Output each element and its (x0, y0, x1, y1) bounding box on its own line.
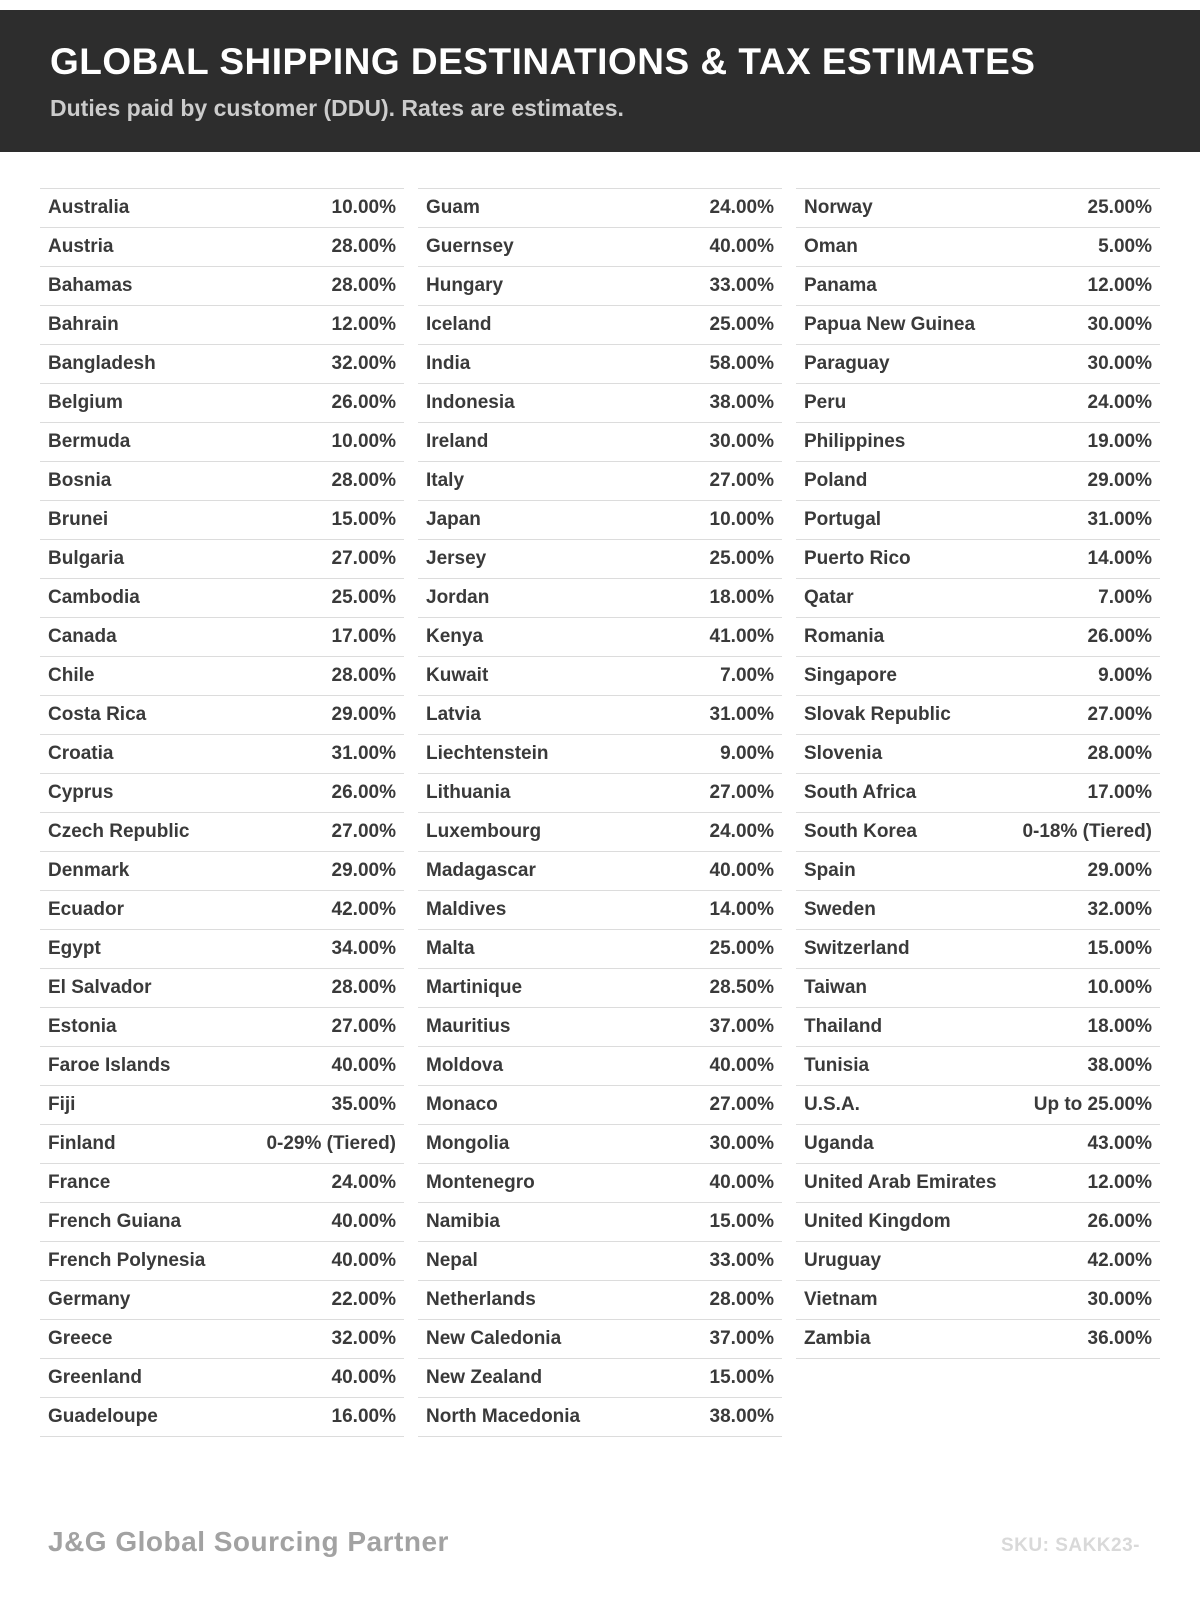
tax-rate: 38.00% (709, 1405, 774, 1427)
country-name: Martinique (426, 976, 523, 998)
country-name: Belgium (48, 391, 123, 413)
tax-rate: 0-29% (Tiered) (266, 1132, 396, 1154)
country-name: Zambia (804, 1327, 871, 1349)
table-row (40, 1242, 404, 1281)
table-row (40, 1320, 404, 1359)
table-row (796, 969, 1160, 1008)
tax-rate: 29.00% (1087, 469, 1152, 491)
tax-rate: 15.00% (1087, 937, 1152, 959)
country-name: Ecuador (48, 898, 125, 920)
tax-rate: 12.00% (331, 313, 396, 335)
tax-rate: 43.00% (1087, 1132, 1152, 1154)
page-subtitle: Duties paid by customer (DDU). Rates are estimates. (50, 94, 624, 121)
table-row (796, 618, 1160, 657)
table-row (418, 1203, 782, 1242)
tax-rate: 37.00% (709, 1015, 774, 1037)
tax-rate: 10.00% (331, 430, 396, 452)
table-row (418, 813, 782, 852)
table-row (796, 1125, 1160, 1164)
tax-rate: 28.00% (331, 976, 396, 998)
country-name: Montenegro (426, 1171, 535, 1193)
table-row (796, 423, 1160, 462)
table-row (418, 540, 782, 579)
table-row (418, 423, 782, 462)
country-name: South Korea (804, 820, 917, 842)
tax-rate: 38.00% (1087, 1054, 1152, 1076)
table-row (796, 189, 1160, 228)
country-name: Faroe Islands (48, 1054, 171, 1076)
country-name: Cambodia (48, 586, 140, 608)
table-row (40, 345, 404, 384)
country-name: Bangladesh (48, 352, 156, 374)
table-row (40, 1359, 404, 1398)
country-name: Namibia (426, 1210, 500, 1232)
country-name: Papua New Guinea (804, 313, 976, 335)
table-row (796, 1047, 1160, 1086)
tax-rate: 40.00% (709, 235, 774, 257)
table-row (796, 1281, 1160, 1320)
table-row (40, 306, 404, 345)
tax-rate: 9.00% (1098, 664, 1152, 686)
table-row (40, 1164, 404, 1203)
table-row (796, 1086, 1160, 1125)
tax-rate: 26.00% (331, 781, 396, 803)
table-row (40, 189, 404, 228)
country-name: Puerto Rico (804, 547, 911, 569)
table-row (40, 774, 404, 813)
country-name: Uganda (804, 1132, 874, 1154)
country-name: Guadeloupe (48, 1405, 158, 1427)
tax-rate: 32.00% (331, 352, 396, 374)
table-row (418, 306, 782, 345)
table-row (796, 345, 1160, 384)
country-name: Ireland (426, 430, 489, 452)
tax-rate: 10.00% (331, 196, 396, 218)
tax-rate: 18.00% (709, 586, 774, 608)
country-name: Singapore (804, 664, 897, 686)
tax-rate: 25.00% (331, 586, 396, 608)
country-name: Hungary (426, 274, 504, 296)
table-row (40, 423, 404, 462)
table-row (418, 1398, 782, 1437)
table-row (40, 1047, 404, 1086)
tax-rate: 29.00% (331, 703, 396, 725)
tax-rate: 27.00% (1087, 703, 1152, 725)
tax-rate: 28.00% (331, 469, 396, 491)
table-row (418, 657, 782, 696)
table-row (418, 1281, 782, 1320)
table-row (40, 930, 404, 969)
country-name: Czech Republic (48, 820, 190, 842)
tax-rate: Up to 25.00% (1033, 1093, 1152, 1115)
table-row (796, 774, 1160, 813)
table-row (418, 384, 782, 423)
page-title: GLOBAL SHIPPING DESTINATIONS & TAX ESTIMATES (50, 41, 1036, 82)
country-name: France (48, 1171, 111, 1193)
tax-rate: 12.00% (1087, 274, 1152, 296)
country-name: Paraguay (804, 352, 890, 374)
table-row (40, 696, 404, 735)
table-row (418, 696, 782, 735)
tax-rate: 27.00% (709, 1093, 774, 1115)
country-name: United Arab Emirates (804, 1171, 997, 1193)
country-name: Philippines (804, 430, 906, 452)
table-row (418, 735, 782, 774)
table-row (40, 579, 404, 618)
country-name: Liechtenstein (426, 742, 549, 764)
table-row (40, 891, 404, 930)
country-name: Bahamas (48, 274, 133, 296)
tax-rate: 12.00% (1087, 1171, 1152, 1193)
country-name: Mauritius (426, 1015, 511, 1037)
table-row (418, 1320, 782, 1359)
country-name: Jordan (426, 586, 490, 608)
tax-rate: 7.00% (720, 664, 774, 686)
country-name: Kuwait (426, 664, 489, 686)
table-row (40, 969, 404, 1008)
table-row (796, 735, 1160, 774)
country-name: Bermuda (48, 430, 131, 452)
tax-rate: 40.00% (709, 1054, 774, 1076)
tax-rate: 30.00% (1087, 352, 1152, 374)
table-row (418, 345, 782, 384)
tax-rate: 18.00% (1087, 1015, 1152, 1037)
tax-rate: 33.00% (709, 1249, 774, 1271)
tax-rate: 41.00% (709, 625, 774, 647)
country-name: Jersey (426, 547, 487, 569)
tax-rate: 14.00% (709, 898, 774, 920)
tax-rate: 26.00% (1087, 625, 1152, 647)
tax-rate: 9.00% (720, 742, 774, 764)
tax-rate: 27.00% (709, 781, 774, 803)
table-row (418, 930, 782, 969)
country-name: Thailand (804, 1015, 883, 1037)
tax-rate: 30.00% (709, 430, 774, 452)
table-row (40, 228, 404, 267)
tax-rate: 24.00% (1087, 391, 1152, 413)
table-row (796, 540, 1160, 579)
country-name: Spain (804, 859, 856, 881)
country-name: Tunisia (804, 1054, 870, 1076)
country-name: Italy (426, 469, 465, 491)
country-name: Peru (804, 391, 847, 413)
table-row (40, 384, 404, 423)
table-row (796, 579, 1160, 618)
table-row (418, 1047, 782, 1086)
country-name: French Polynesia (48, 1249, 206, 1271)
page-header (0, 10, 1200, 152)
table-row (796, 1203, 1160, 1242)
table-row (796, 657, 1160, 696)
country-name: Germany (48, 1288, 131, 1310)
country-name: Madagascar (426, 859, 536, 881)
country-name: Panama (804, 274, 877, 296)
country-name: Austria (48, 235, 114, 257)
country-name: Bosnia (48, 469, 112, 491)
table-row (418, 579, 782, 618)
table-row (40, 1398, 404, 1437)
table-row (796, 813, 1160, 852)
tax-rate: 32.00% (331, 1327, 396, 1349)
table-row (40, 1281, 404, 1320)
country-name: Qatar (804, 586, 854, 608)
tax-rate: 25.00% (709, 313, 774, 335)
tax-rate: 27.00% (331, 820, 396, 842)
country-name: Cyprus (48, 781, 114, 803)
country-name: Mongolia (426, 1132, 510, 1154)
table-row (796, 891, 1160, 930)
country-name: Lithuania (426, 781, 511, 803)
table-row (40, 852, 404, 891)
country-name: New Zealand (426, 1366, 543, 1388)
country-name: Denmark (48, 859, 130, 881)
country-name: Poland (804, 469, 868, 491)
country-name: Chile (48, 664, 95, 686)
tax-rate: 28.00% (331, 235, 396, 257)
tax-rate: 7.00% (1098, 586, 1152, 608)
country-name: Uruguay (804, 1249, 882, 1271)
tax-rate: 40.00% (331, 1249, 396, 1271)
tax-rate: 58.00% (709, 352, 774, 374)
table-row (40, 540, 404, 579)
table-row (40, 1125, 404, 1164)
tax-rate: 30.00% (1087, 313, 1152, 335)
tax-rate: 42.00% (1087, 1249, 1152, 1271)
tax-rate: 27.00% (331, 1015, 396, 1037)
table-row (418, 189, 782, 228)
table-row (796, 306, 1160, 345)
table-row (40, 1203, 404, 1242)
country-name: Romania (804, 625, 885, 647)
table-row (40, 618, 404, 657)
table-row (796, 1242, 1160, 1281)
country-name: Costa Rica (48, 703, 147, 725)
tax-rate: 17.00% (331, 625, 396, 647)
country-name: Vietnam (804, 1288, 878, 1310)
page-footer (0, 1526, 1200, 1600)
country-name: Finland (48, 1132, 116, 1154)
country-name: Japan (426, 508, 481, 530)
country-name: Latvia (426, 703, 481, 725)
table-row (796, 930, 1160, 969)
tax-rate: 40.00% (331, 1366, 396, 1388)
country-name: South Africa (804, 781, 917, 803)
country-name: Bahrain (48, 313, 119, 335)
table-row (418, 501, 782, 540)
table-row (796, 462, 1160, 501)
tax-rate: 30.00% (709, 1132, 774, 1154)
country-name: Guernsey (426, 235, 514, 257)
country-name: United Kingdom (804, 1210, 951, 1232)
tax-rate: 24.00% (709, 196, 774, 218)
table-row (796, 501, 1160, 540)
tax-rate: 10.00% (709, 508, 774, 530)
tax-rate: 40.00% (331, 1054, 396, 1076)
country-name: Canada (48, 625, 117, 647)
tax-rate: 14.00% (1087, 547, 1152, 569)
country-name: Oman (804, 235, 858, 257)
tax-rate: 10.00% (1087, 976, 1152, 998)
tax-rate: 37.00% (709, 1327, 774, 1349)
table-row (418, 1086, 782, 1125)
country-name: Malta (426, 937, 475, 959)
table-row (418, 618, 782, 657)
tax-rate: 40.00% (709, 1171, 774, 1193)
country-name: Luxembourg (426, 820, 542, 842)
tax-rate: 32.00% (1087, 898, 1152, 920)
table-row (418, 774, 782, 813)
country-name: Sweden (804, 898, 876, 920)
country-name: Croatia (48, 742, 114, 764)
tax-rate: 42.00% (331, 898, 396, 920)
table-row (40, 1008, 404, 1047)
rate-column-1 (40, 188, 404, 1437)
sku-text: SKU: SAKK23- (1000, 1535, 1140, 1556)
tax-rate: 35.00% (331, 1093, 396, 1115)
table-row (796, 852, 1160, 891)
tax-rate: 22.00% (331, 1288, 396, 1310)
tax-rate: 25.00% (1087, 196, 1152, 218)
country-name: Indonesia (426, 391, 515, 413)
table-row (796, 1008, 1160, 1047)
country-name: India (426, 352, 471, 374)
table-row (418, 462, 782, 501)
tax-rate: 24.00% (331, 1171, 396, 1193)
tax-rate: 27.00% (709, 469, 774, 491)
tax-rate: 15.00% (709, 1366, 774, 1388)
country-name: North Macedonia (426, 1405, 581, 1427)
tax-rate: 25.00% (709, 547, 774, 569)
country-name: Slovenia (804, 742, 883, 764)
table-row (418, 969, 782, 1008)
tax-rate: 26.00% (331, 391, 396, 413)
country-name: Slovak Republic (804, 703, 951, 725)
table-row (418, 267, 782, 306)
tax-rate: 25.00% (709, 937, 774, 959)
table-row (40, 1086, 404, 1125)
table-row (796, 1164, 1160, 1203)
country-name: Iceland (426, 313, 492, 335)
country-name: Norway (804, 196, 873, 218)
tax-rate: 29.00% (331, 859, 396, 881)
table-row (418, 1359, 782, 1398)
tax-rate: 24.00% (709, 820, 774, 842)
country-name: French Guiana (48, 1210, 182, 1232)
tax-rate: 28.00% (331, 274, 396, 296)
tax-rate: 40.00% (709, 859, 774, 881)
country-name: Greenland (48, 1366, 142, 1388)
country-name: Kenya (426, 625, 484, 647)
table-row (418, 228, 782, 267)
tax-rate: 28.50% (709, 976, 774, 998)
tax-rate: 34.00% (331, 937, 396, 959)
table-row (40, 813, 404, 852)
country-name: Moldova (426, 1054, 504, 1076)
tax-rate: 36.00% (1087, 1327, 1152, 1349)
tax-rate: 31.00% (709, 703, 774, 725)
table-row (418, 1164, 782, 1203)
table-row (796, 696, 1160, 735)
table-row (418, 1242, 782, 1281)
table-row (40, 462, 404, 501)
country-name: U.S.A. (804, 1093, 860, 1115)
country-name: Monaco (426, 1093, 498, 1115)
table-row (796, 267, 1160, 306)
tax-rate: 40.00% (331, 1210, 396, 1232)
table-row (796, 228, 1160, 267)
table-row (796, 384, 1160, 423)
tax-rate: 28.00% (331, 664, 396, 686)
brand-text: J&G Global Sourcing Partner (48, 1526, 449, 1557)
tax-rate: 27.00% (331, 547, 396, 569)
tax-rate: 30.00% (1087, 1288, 1152, 1310)
table-row (418, 1125, 782, 1164)
country-name: Estonia (48, 1015, 117, 1037)
tax-rate: 0-18% (Tiered) (1022, 820, 1152, 842)
country-name: Portugal (804, 508, 882, 530)
tax-rate: 19.00% (1087, 430, 1152, 452)
table-row (40, 657, 404, 696)
country-name: Australia (48, 196, 130, 218)
tax-rate: 29.00% (1087, 859, 1152, 881)
country-name: El Salvador (48, 976, 152, 998)
country-name: Maldives (426, 898, 507, 920)
country-name: Greece (48, 1327, 113, 1349)
tax-rate-table (0, 188, 1200, 1437)
tax-rate: 5.00% (1098, 235, 1152, 257)
tax-rate: 28.00% (709, 1288, 774, 1310)
country-name: Brunei (48, 508, 109, 530)
country-name: Bulgaria (48, 547, 125, 569)
country-name: Egypt (48, 937, 101, 959)
table-row (40, 267, 404, 306)
country-name: Guam (426, 196, 480, 218)
country-name: Switzerland (804, 937, 910, 959)
rate-column-2 (418, 188, 782, 1437)
tax-rate: 28.00% (1087, 742, 1152, 764)
table-row (418, 852, 782, 891)
rate-column-3 (796, 188, 1160, 1359)
tax-rate: 26.00% (1087, 1210, 1152, 1232)
tax-rate: 15.00% (331, 508, 396, 530)
country-name: New Caledonia (426, 1327, 562, 1349)
table-row (40, 735, 404, 774)
tax-rate: 38.00% (709, 391, 774, 413)
tax-rate: 31.00% (1087, 508, 1152, 530)
table-row (40, 501, 404, 540)
table-row (796, 1320, 1160, 1359)
table-row (418, 1008, 782, 1047)
tax-rate: 17.00% (1087, 781, 1152, 803)
country-name: Nepal (426, 1249, 478, 1271)
country-name: Taiwan (804, 976, 867, 998)
tax-rate: 31.00% (331, 742, 396, 764)
tax-rate: 15.00% (709, 1210, 774, 1232)
tax-rate: 33.00% (709, 274, 774, 296)
country-name: Fiji (48, 1093, 76, 1115)
country-name: Netherlands (426, 1288, 536, 1310)
tax-rate: 16.00% (331, 1405, 396, 1427)
table-row (418, 891, 782, 930)
